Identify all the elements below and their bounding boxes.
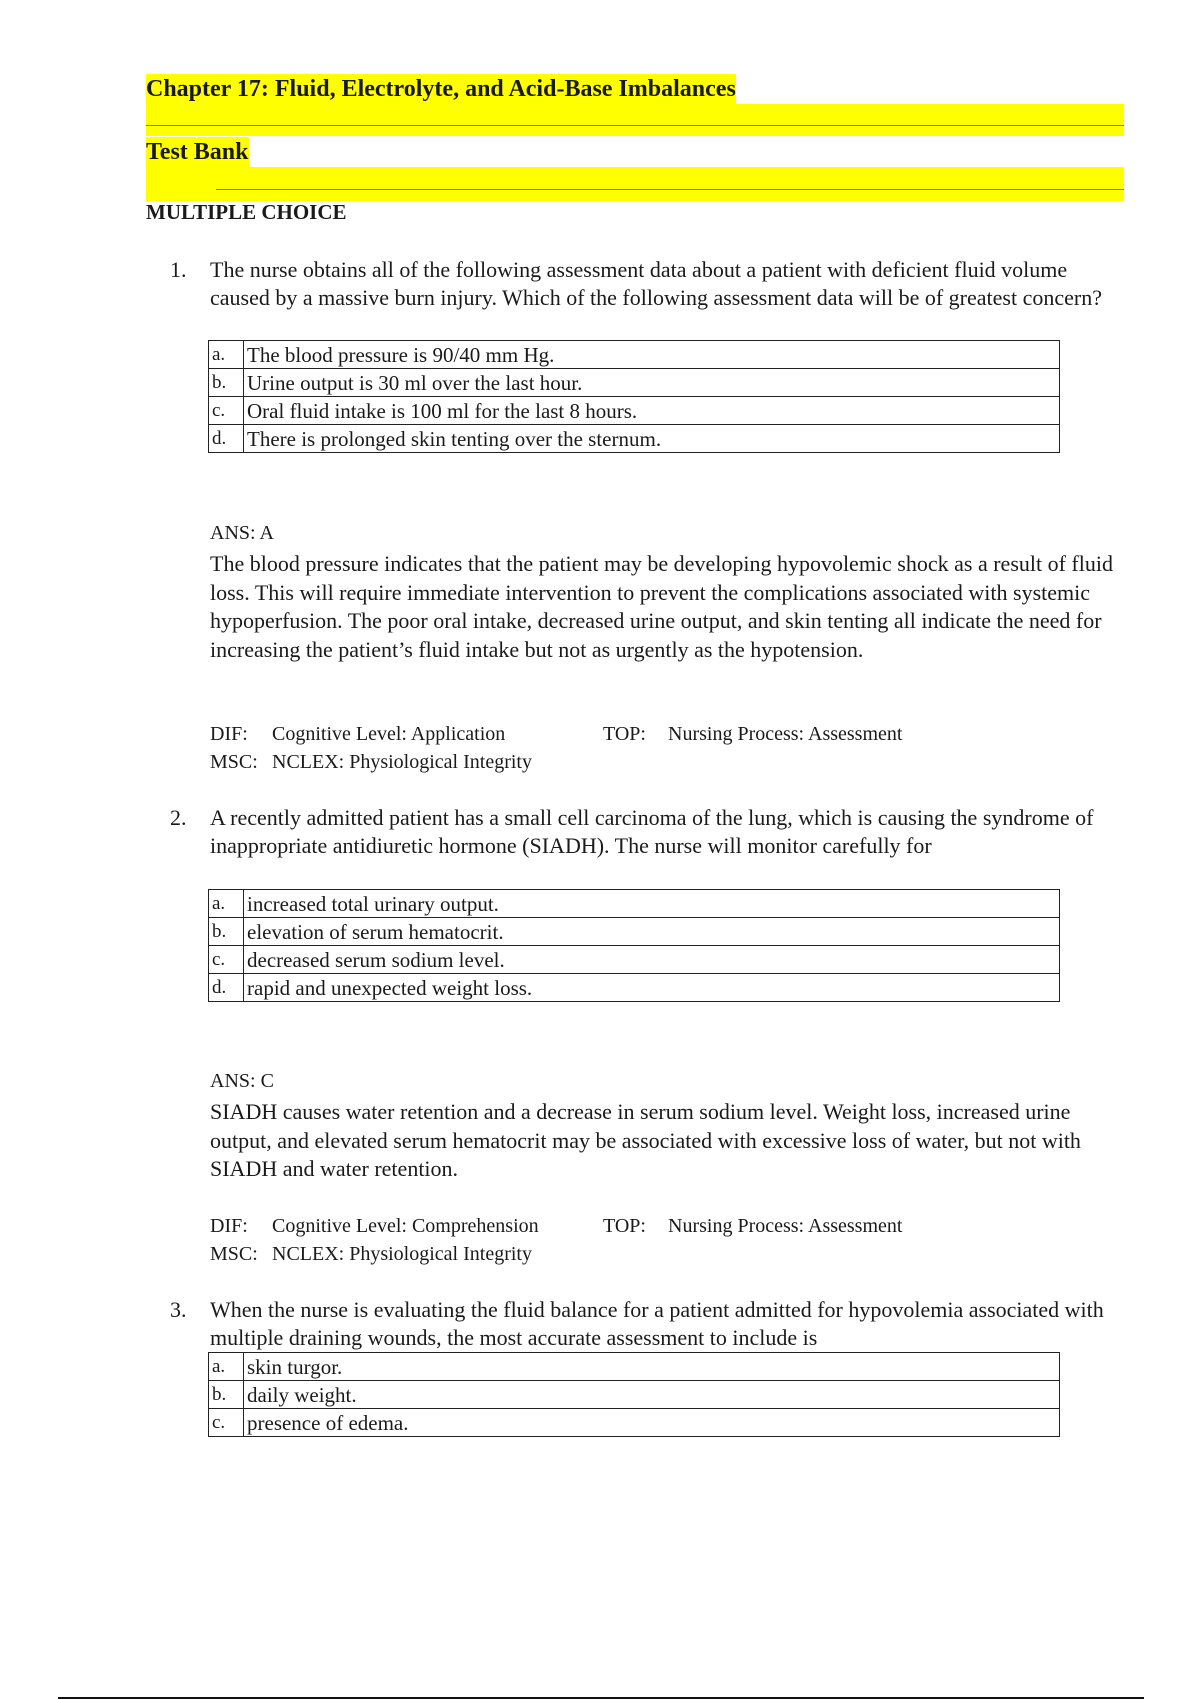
question-stem: When the nurse is evaluating the fluid balance for a patient admitted for hypovolemia associated with multiple draining wounds, the most accurate assessment to include is — [210, 1297, 1104, 1350]
question-stem: The nurse obtains all of the following assessment data about a patient with deficient fluid volume caused by a massive burn injury. Which of the following assessment data will be of greatest concern? — [210, 257, 1102, 310]
option-text: There is prolonged skin tenting over the sternum. — [244, 425, 1060, 453]
top-value: Nursing Process: Assessment — [668, 723, 903, 745]
option-letter: c. — [209, 1409, 244, 1437]
options-table-1 — [208, 340, 1060, 453]
option-letter: b. — [209, 918, 244, 946]
option-letter: a. — [209, 1353, 244, 1381]
option-text: elevation of serum hematocrit. — [244, 918, 1060, 946]
section-heading: MULTIPLE CHOICE — [146, 200, 347, 224]
question-1 — [170, 256, 1130, 312]
option-letter: a. — [209, 341, 244, 369]
option-row[interactable] — [209, 918, 1060, 946]
question-number: 3. — [170, 1297, 187, 1322]
question-stem: A recently admitted patient has a small cell carcinoma of the lung, which is causing the syndrome of inappropriate antidiuretic hormone (SIADH). The nurse will monitor carefully for — [210, 805, 1094, 858]
options-table-3 — [208, 1352, 1060, 1437]
option-row[interactable] — [209, 974, 1060, 1002]
dif-label: DIF: — [210, 1215, 248, 1237]
msc-value: NCLEX: Physiological Integrity — [272, 751, 532, 773]
test-bank-title: Test Bank — [146, 137, 249, 171]
option-row[interactable] — [209, 425, 1060, 453]
meta-1 — [210, 720, 1110, 780]
option-row[interactable] — [209, 1409, 1060, 1437]
dif-value: Cognitive Level: Application — [272, 723, 506, 745]
option-text: The blood pressure is 90/40 mm Hg. — [244, 341, 1060, 369]
option-row[interactable] — [209, 397, 1060, 425]
option-letter: b. — [209, 369, 244, 397]
question-number: 2. — [170, 805, 187, 830]
option-row[interactable] — [209, 1381, 1060, 1409]
option-letter: d. — [209, 425, 244, 453]
rationale-2: SIADH causes water retention and a decrease in serum sodium level. Weight loss, increased urine output, and elevated serum hematocrit may be associated with excessive loss of water, but not with SIADH and water retention. — [210, 1099, 1081, 1181]
top-label: TOP: — [603, 1215, 646, 1237]
top-label: TOP: — [603, 723, 646, 745]
option-text: presence of edema. — [244, 1409, 1060, 1437]
option-text: Urine output is 30 ml over the last hour. — [244, 369, 1060, 397]
question-2 — [170, 804, 1130, 860]
option-text: skin turgor. — [244, 1353, 1060, 1381]
option-letter: a. — [209, 890, 244, 918]
option-letter: d. — [209, 974, 244, 1002]
option-row[interactable] — [209, 1353, 1060, 1381]
dif-label: DIF: — [210, 723, 248, 745]
option-row[interactable] — [209, 946, 1060, 974]
chapter-title: Chapter 17: Fluid, Electrolyte, and Acid-Base Imbalances — [146, 74, 736, 108]
option-text: daily weight. — [244, 1381, 1060, 1409]
option-text: increased total urinary output. — [244, 890, 1060, 918]
title-highlight-band-1 — [146, 104, 1124, 136]
answer-2: ANS: C — [210, 1070, 274, 1092]
dif-value: Cognitive Level: Comprehension — [272, 1215, 539, 1237]
msc-label: MSC: — [210, 751, 258, 773]
option-letter: b. — [209, 1381, 244, 1409]
rationale-1: The blood pressure indicates that the patient may be developing hypovolemic shock as a result of fluid loss. This will require immediate intervention to prevent the complications associated with systemic hypoperfusion. The poor oral intake, decreased urine output, and skin tenting all indicate the need for increasing the patient’s fluid intake but not as urgently as the hypotension. — [210, 551, 1113, 662]
top-value: Nursing Process: Assessment — [668, 1215, 903, 1237]
question-number: 1. — [170, 257, 187, 282]
footer-rule — [58, 1697, 1144, 1699]
answer-1: ANS: A — [210, 522, 274, 544]
options-table-2 — [208, 889, 1060, 1002]
option-text: Oral fluid intake is 100 ml for the last 8 hours. — [244, 397, 1060, 425]
option-text: rapid and unexpected weight loss. — [244, 974, 1060, 1002]
title-rule-2 — [216, 189, 1124, 190]
title-highlight-band-2 — [146, 167, 1124, 201]
msc-value: NCLEX: Physiological Integrity — [272, 1243, 532, 1265]
option-row[interactable] — [209, 890, 1060, 918]
option-row[interactable] — [209, 369, 1060, 397]
option-row[interactable] — [209, 341, 1060, 369]
option-letter: c. — [209, 397, 244, 425]
option-text: decreased serum sodium level. — [244, 946, 1060, 974]
title-rule-1 — [146, 125, 1124, 126]
msc-label: MSC: — [210, 1243, 258, 1265]
option-letter: c. — [209, 946, 244, 974]
question-3 — [170, 1296, 1130, 1352]
meta-2 — [210, 1212, 1110, 1272]
